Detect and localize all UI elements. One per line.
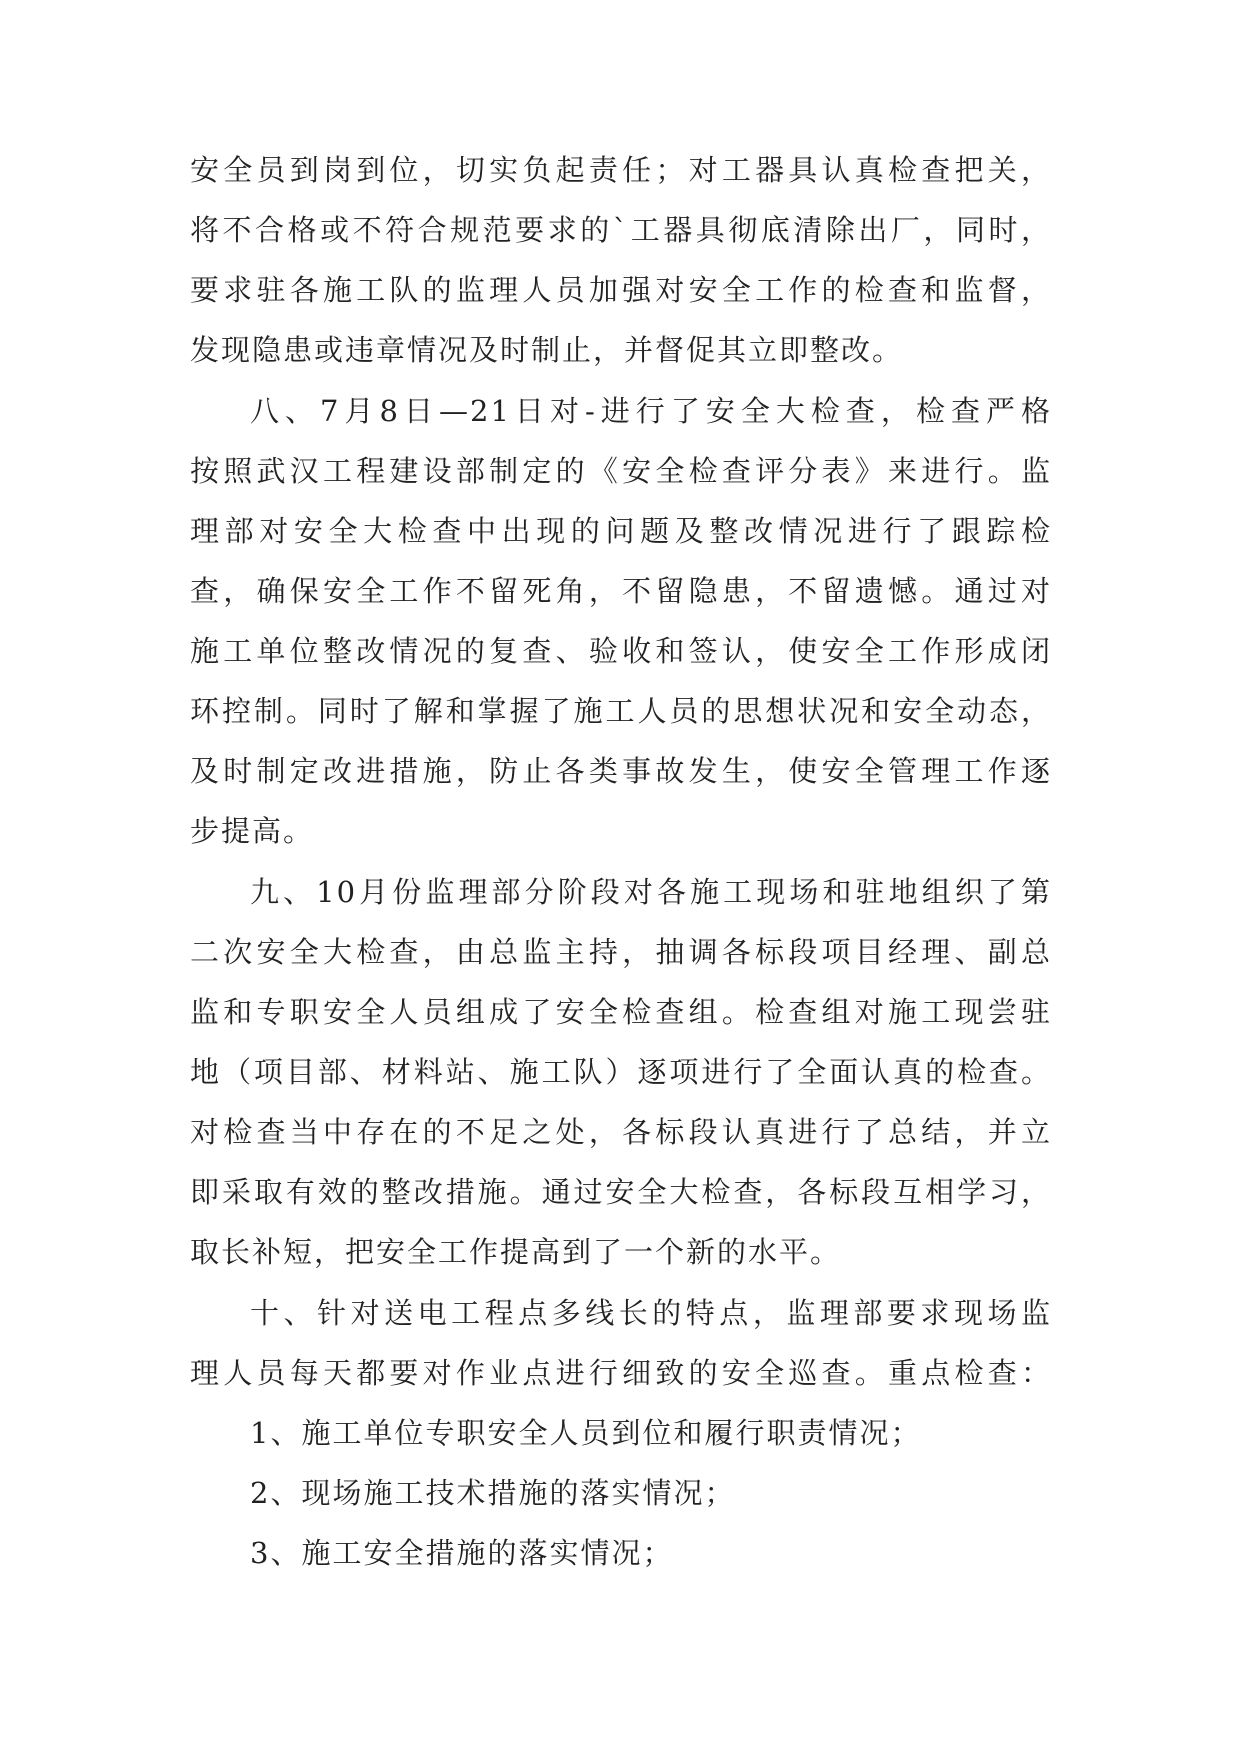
text-line: 环控制。同时了解和掌握了施工人员的思想状况和安全动态， [190, 694, 1052, 728]
text-line: 将不合格或不符合规范要求的`工器具彻底清除出厂，同时， [190, 213, 1052, 247]
text-line: 理部对安全大检查中出现的问题及整改情况进行了跟踪检 [190, 514, 1052, 548]
text-line: 要求驻各施工队的监理人员加强对安全工作的检查和监督， [190, 273, 1052, 307]
text-line: 二次安全大检查，由总监主持，抽调各标段项目经理、副总 [190, 935, 1052, 969]
text-line: 理人员每天都要对作业点进行细致的安全巡查。重点检查： [190, 1356, 1052, 1390]
text-line: 步提高。 [190, 814, 315, 848]
list-item: 2、现场施工技术措施的落实情况； [250, 1476, 736, 1510]
text-line: 地（项目部、材料站、施工队）逐项进行了全面认真的检查。 [190, 1055, 1052, 1089]
text-line: 即采取有效的整改措施。通过安全大检查，各标段互相学习， [190, 1175, 1052, 1209]
text-line: 查，确保安全工作不留死角，不留隐患，不留遗憾。通过对 [190, 574, 1052, 608]
list-item: 1、施工单位专职安全人员到位和履行职责情况； [250, 1416, 922, 1450]
text-line: 施工单位整改情况的复查、验收和签认，使安全工作形成闭 [190, 634, 1052, 668]
text-line: 按照武汉工程建设部制定的《安全检查评分表》来进行。监 [190, 454, 1052, 488]
paragraph-start-line: 十、针对送电工程点多线长的特点，监理部要求现场监 [250, 1296, 1052, 1330]
text-line: 取长补短，把安全工作提高到了一个新的水平。 [190, 1235, 842, 1269]
text-line: 及时制定改进措施，防止各类事故发生，使安全管理工作逐 [190, 754, 1052, 788]
text-line: 监和专职安全人员组成了安全检查组。检查组对施工现尝驻 [190, 995, 1052, 1029]
paragraph-start-line: 八、7月8日—21日对-进行了安全大检查，检查严格 [250, 394, 1052, 428]
text-line: 安全员到岗到位，切实负起责任；对工器具认真检查把关， [190, 153, 1052, 187]
text-line: 发现隐患或违章情况及时制止，并督促其立即整改。 [190, 333, 904, 367]
text-line: 对检查当中存在的不足之处，各标段认真进行了总结，并立 [190, 1115, 1052, 1149]
list-item: 3、施工安全措施的落实情况； [250, 1536, 674, 1570]
paragraph-start-line: 九、10月份监理部分阶段对各施工现场和驻地组织了第 [250, 875, 1052, 909]
